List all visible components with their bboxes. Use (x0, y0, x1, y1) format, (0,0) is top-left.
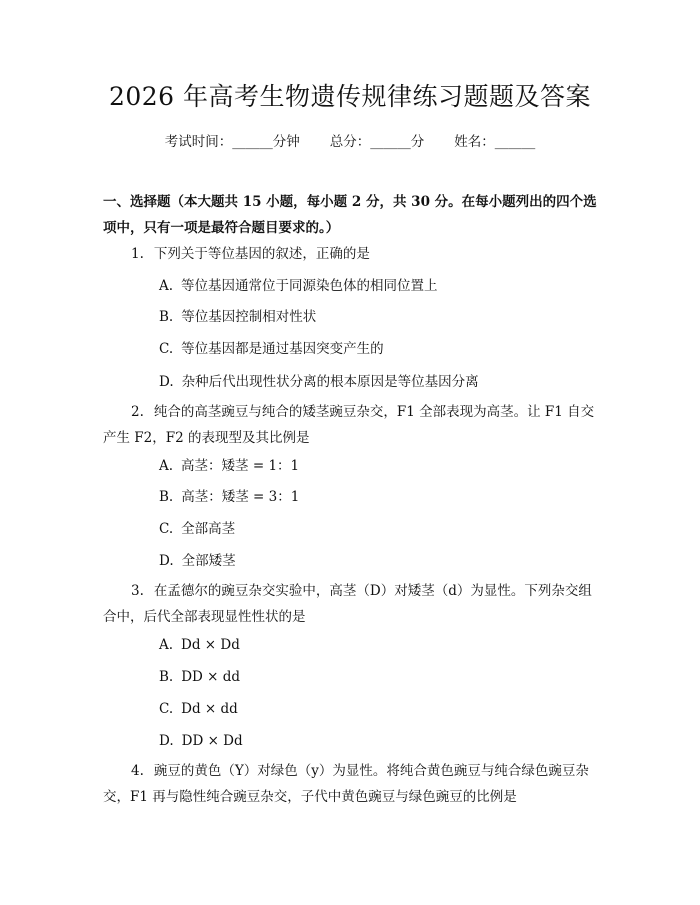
question-2-stem (103, 399, 597, 451)
question-text: 下列关于等位基因的叙述，正确的是 (153, 246, 370, 262)
question-3-stem (103, 578, 597, 630)
question-3-option-b (159, 667, 599, 687)
question-number: 2. (131, 404, 144, 420)
question-2-option-d (159, 551, 599, 571)
question-1-option-d (159, 372, 599, 392)
question-1-option-c (159, 339, 599, 359)
option-text: DD × Dd (181, 733, 243, 749)
option-text: 杂种后代出现性状分离的根本原因是等位基因分离 (181, 374, 479, 390)
page-title: 2026 年高考生物遗传规律练习题题及答案 (108, 82, 592, 111)
option-text: Dd × dd (181, 701, 238, 717)
question-3-option-d (159, 731, 599, 751)
option-text: 高茎：矮茎 = 1：1 (181, 458, 300, 474)
option-text: 等位基因通常位于同源染色体的相同位置上 (181, 278, 438, 294)
exam-time-field: 考试时间：______分钟 (164, 134, 300, 150)
question-text: 豌豆的黄色（Y）对绿色（y）为显性。将纯合黄色豌豆与纯合绿色豌豆杂交，F1 再与隐性纯合豌豆杂交，子代中黄色豌豆与绿色豌豆的比例是 (103, 763, 589, 805)
exam-info-line (0, 132, 700, 152)
option-text: 高茎：矮茎 = 3：1 (181, 489, 300, 505)
question-3-option-a (159, 635, 599, 655)
option-text: 全部矮茎 (181, 553, 236, 569)
question-2-option-c (159, 519, 599, 539)
question-text: 纯合的高茎豌豆与纯合的矮茎豌豆杂交，F1 全部表现为高茎。让 F1 自交产生 F2，F2 的表现型及其比例是 (103, 404, 595, 446)
total-score-field: 总分：______分 (329, 134, 425, 150)
section-heading: 一、选择题（本大题共 15 小题，每小题 2 分，共 30 分。在每小题列出的四个选项中，只有一项是最符合题目要求的。） (103, 194, 597, 236)
question-4-stem (103, 758, 597, 810)
option-letter: B. (159, 489, 174, 505)
option-letter: C. (159, 701, 174, 717)
option-letter: D. (159, 374, 174, 390)
question-1-option-a (159, 276, 599, 296)
option-letter: B. (159, 669, 174, 685)
option-text: 等位基因都是通过基因突变产生的 (181, 341, 384, 357)
option-letter: D. (159, 553, 174, 569)
question-number: 4. (131, 763, 144, 779)
question-number: 3. (131, 583, 144, 599)
student-name-field: 姓名：______ (454, 134, 536, 150)
option-letter: D. (159, 733, 174, 749)
option-letter: A. (159, 637, 174, 653)
option-letter: B. (159, 309, 174, 325)
question-number: 1. (131, 246, 144, 262)
option-text: 等位基因控制相对性状 (181, 309, 317, 325)
question-2-option-a (159, 456, 599, 476)
option-text: Dd × Dd (181, 637, 240, 653)
option-letter: A. (159, 458, 174, 474)
question-text: 在孟德尔的豌豆杂交实验中，高茎（D）对矮茎（d）为显性。下列杂交组合中，后代全部表现显性性状的是 (103, 583, 592, 625)
option-text: 全部高茎 (181, 521, 236, 537)
question-3-option-c (159, 699, 599, 719)
option-letter: C. (159, 341, 174, 357)
option-letter: C. (159, 521, 174, 537)
option-letter: A. (159, 278, 174, 294)
option-text: DD × dd (181, 669, 241, 685)
question-1-option-b (159, 307, 599, 327)
question-2-option-b (159, 487, 599, 507)
question-1-stem (103, 241, 597, 267)
